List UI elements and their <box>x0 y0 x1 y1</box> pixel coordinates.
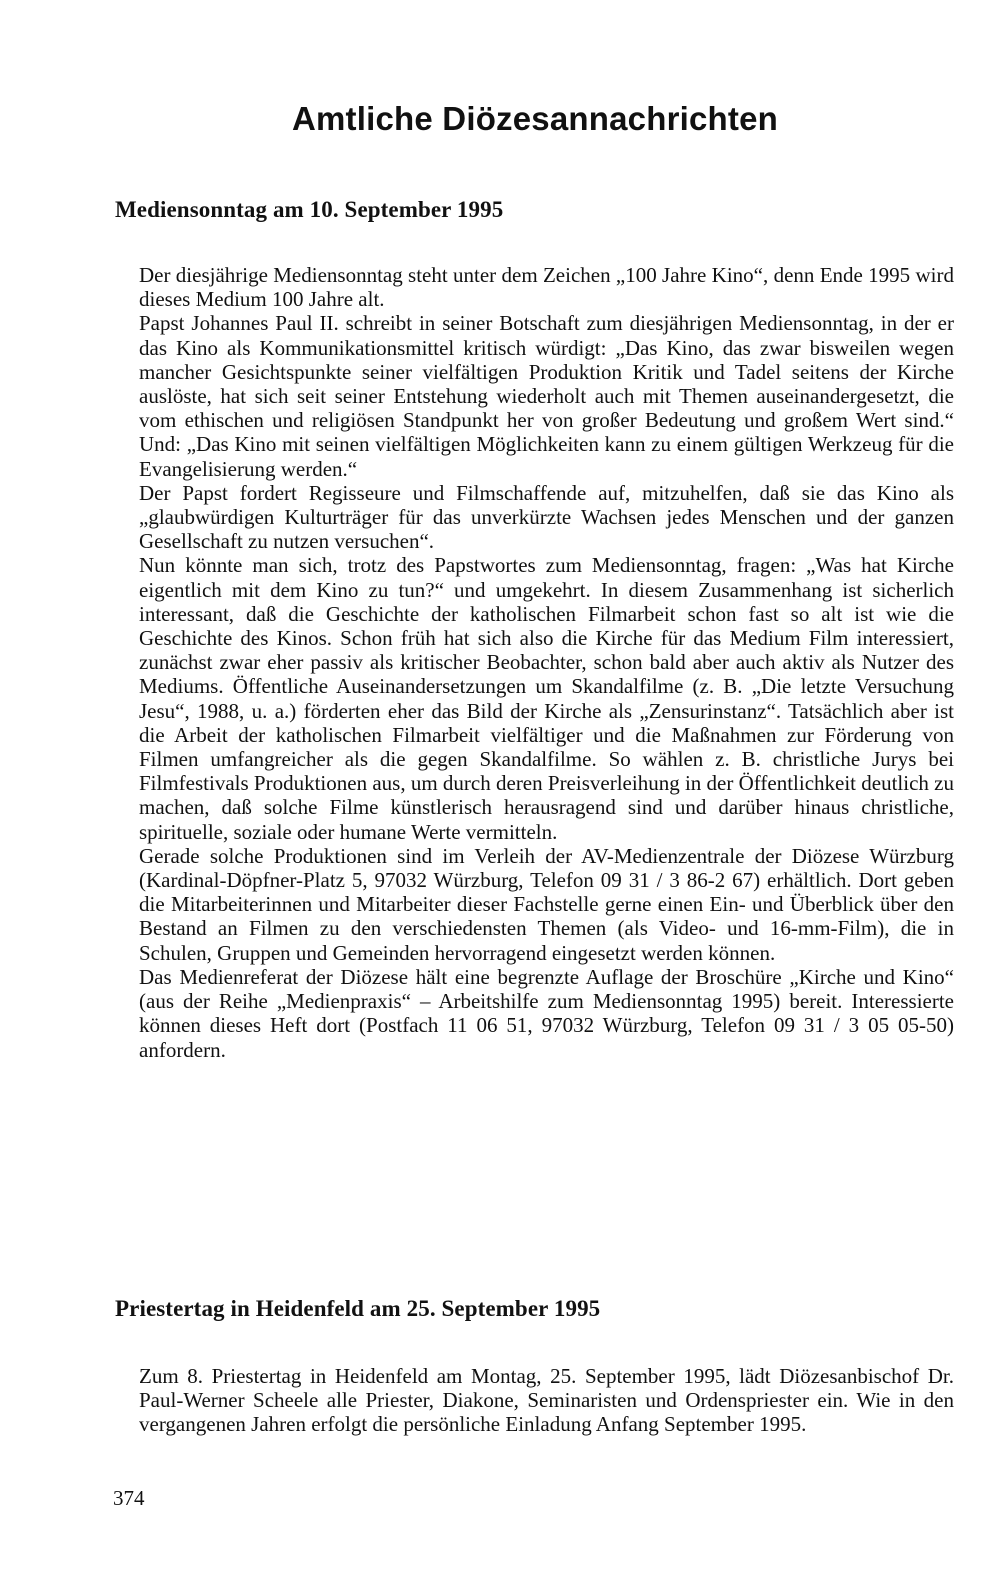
section-body <box>139 263 954 1062</box>
paragraph: Gerade solche Produktionen sind im Verleih der AV-Medienzentrale der Diözese Würzburg (Kardinal-Döpfner-Platz 5, 97032 Würzburg, Telefon 09 31 / 3 86-2 67) erhältlich. Dort geben die Mitarbeiterinnen und Mitarbeiter dieser Fachstelle gerne einen Ein- und Überblick über den Bestand an Filmen zu den verschiedensten Themen (als Video- und 16-mm-Film), die in Schulen, Gruppen und Gemeinden hervorragend eingesetzt werden können. <box>139 843 954 965</box>
page-title: Amtliche Diözesannachrichten <box>291 100 779 137</box>
paragraph: Zum 8. Priestertag in Heidenfeld am Montag, 25. September 1995, lädt Diözesanbischof Dr. Paul-Werner Scheele alle Priester, Diakone, Seminaristen und Ordenspriester ein. Wie in den vergangenen Jahren erfolgt die persönliche Einladung Anfang September 1995. <box>139 1364 954 1437</box>
section-heading: Mediensonntag am 10. September 1995 <box>115 197 504 222</box>
section-priestertag <box>115 1295 955 1437</box>
paragraph: Das Medienreferat der Diözese hält eine begrenzte Auflage der Broschüre „Kirche und Kino“ (aus der Reihe „Medienpraxis“ – Arbeitshilfe zum Mediensonntag 1995) bereit. Interessierte können dieses Heft dort (Postfach 11 06 51, 97032 Würzburg, Telefon 09 31 / 3 05 05-50) anfordern. <box>139 964 954 1062</box>
paragraph: Der Papst fordert Regisseure und Filmschaffende auf, mitzuhelfen, daß sie das Kino als „glaubwürdigen Kulturträger für das unverkürzte Wachsen jedes Menschen und der ganzen Gesellschaft zu nutzen versuchen“. <box>139 480 954 554</box>
paragraph: Nun könnte man sich, trotz des Papstwortes zum Mediensonntag, fragen: „Was hat Kirche eigentlich mit dem Kino zu tun?“ und umgekehrt. In diesem Zusammenhang ist sicherlich interessant, daß die Geschichte der katholischen Filmarbeit schon fast so alt ist wie die Geschichte des Kinos. Schon früh hat sich also die Kirche für das Medium Film interessiert, zunächst zwar eher passiv als kritischer Beobachter, schon bald aber auch aktiv als Nutzer des Mediums. Öffentliche Auseinandersetzungen um Skandalfilme (z. B. „Die letzte Versuchung Jesu“, 1988, u. a.) förderten eher das Bild der Kirche als „Zensurinstanz“. Tatsächlich aber ist die Arbeit der katholischen Filmarbeit vielfältiger und die Maßnahmen zur Förderung von Filmen umfangreicher als die gegen Skandalfilme. So wählen z. B. christliche Jurys bei Filmfestivals Produktionen aus, um durch deren Preisverleihung in der Öffentlichkeit deutlich zu machen, daß solche Filme künstlerisch herausragend sind und darüber hinaus christliche, spirituelle, soziale oder humane Werte vermitteln. <box>139 553 954 844</box>
paragraph: Papst Johannes Paul II. schreibt in seiner Botschaft zum diesjährigen Mediensonntag, in der er das Kino als Kommunikationsmittel kritisch würdigt: „Das Kino, das zwar bisweilen wegen mancher Gesichtspunkte seiner vielfältigen Produktion Kritik und Tadel seitens der Kirche auslöste, hat sich seit seiner Entstehung wiederholt auch mit Themen auseinandergesetzt, die vom ethischen und religiösen Standpunkt her von großer Bedeutung und großem Wert sind.“ Und: „Das Kino mit seinen vielfältigen Möglichkeiten kann zu einem gültigen Werkzeug für die Evangelisierung werden.“ <box>139 311 954 481</box>
section-heading: Priestertag in Heidenfeld am 25. September 1995 <box>115 1296 601 1321</box>
paragraph: Der diesjährige Mediensonntag steht unter dem Zeichen „100 Jahre Kino“, denn Ende 1995 wird dieses Medium 100 Jahre alt. <box>139 263 954 312</box>
section-mediensonntag <box>115 196 955 1062</box>
section-body <box>139 1364 954 1437</box>
page-number: 374 <box>113 1486 145 1510</box>
